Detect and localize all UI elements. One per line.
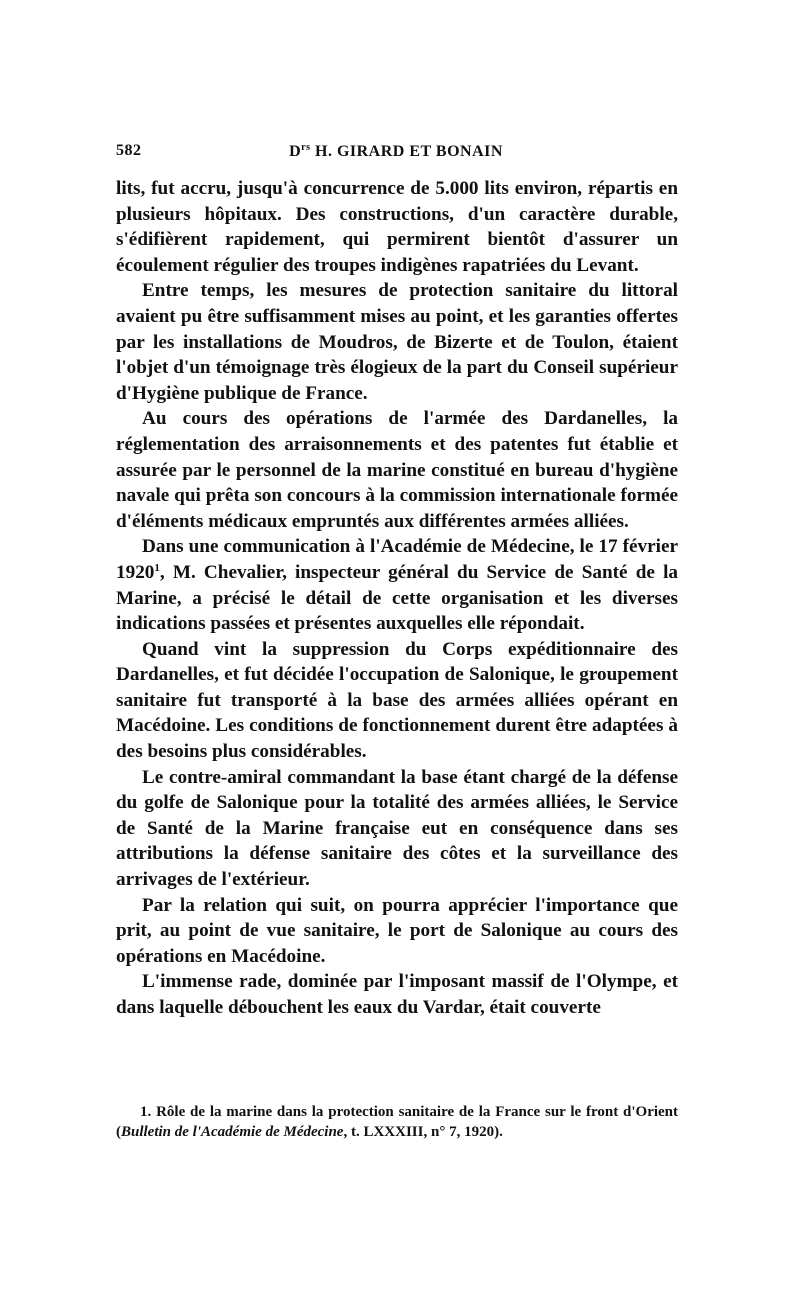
running-head-authors: H. GIRARD ET BONAIN [310, 143, 503, 160]
paragraph-7: Par la relation qui suit, on pourra apprécier l'importance que prit, au point de vue sanitaire, le port de Salonique au cours des opérations en Macédoine. [116, 894, 678, 967]
body-text [116, 176, 678, 1021]
footnote-text-end: , t. LXXXIII, n° 7, 1920). [343, 1124, 503, 1140]
running-head [116, 142, 676, 161]
running-head-prefix: D [289, 143, 302, 160]
footnote-number: 1. [140, 1104, 157, 1120]
running-head-sup: rs [301, 142, 311, 153]
page-number: 582 [116, 142, 142, 159]
footnote-text [116, 1102, 678, 1142]
paragraph-3: Au cours des opérations de l'armée des Dardanelles, la réglementation des arraisonnements et des patentes fut établie et assurée par le personnel de la marine constitué en bureau d'hygiène navale qui prêta son concours à la commission internationale formée d'éléments médicaux empruntés aux différentes armées alliées. [116, 408, 678, 532]
paragraph-6: Le contre-amiral commandant la base étant chargé de la défense du golfe de Salonique pour la totalité des armées alliées, le Service de Santé de la Marine française eut en conséquence dans ses attributions la défense sanitaire des côtes et la surveillance des arrivages de l'extérieur. [116, 766, 678, 891]
footnote-reference[interactable]: 1 [154, 561, 160, 574]
paragraph-1: lits, fut accru, jusqu'à concurrence de 5.000 lits environ, répartis en plusieurs hôpitaux. Des constructions, d'un caractère durable, s'édifièrent rapidement, qui permirent bientôt d'assurer un écoulement régulier des troupes indigènes rapatriées du Levant. [116, 178, 678, 276]
paragraph-5: Quand vint la suppression du Corps expéditionnaire des Dardanelles, et fut décidée l'occupation de Salonique, le groupement sanitaire fut transporté à la base des armées alliées opérant en Macédoine. Les conditions de fonctionnement durent être adaptées à des besoins plus considérables. [116, 638, 678, 763]
footnote [116, 1102, 678, 1142]
footnote-journal-title: Bulletin de l'Académie de Médecine [121, 1124, 344, 1140]
paragraph-8: L'immense rade, dominée par l'imposant massif de l'Olympe, et dans laquelle débouchent les eaux du Vardar, était couverte [116, 971, 678, 1018]
page-header [116, 142, 676, 168]
footnote-text-start: Rôle de la marine dans la protection sanitaire de la France sur le front d'Orient ( [116, 1104, 679, 1140]
paragraph-2: Entre temps, les mesures de protection sanitaire du littoral avaient pu être suffisamment mises au point, et les garanties offertes par les installations de Moudros, de Bizerte et de Toulon, étaient l'objet d'un témoignage très élogieux de la part du Conseil supérieur d'Hygiène publique de France. [116, 280, 678, 404]
paragraph-4-end: , M. Chevalier, inspecteur général du Service de Santé de la Marine, a précisé le détail de cette organisation et les diverses indications passées et présentes auxquelles elle répondait. [116, 561, 678, 635]
paragraph-4-start: Dans une communication à l'Académie de Médecine, le 17 février 1920 [116, 536, 678, 583]
paragraph-4 [116, 534, 678, 636]
